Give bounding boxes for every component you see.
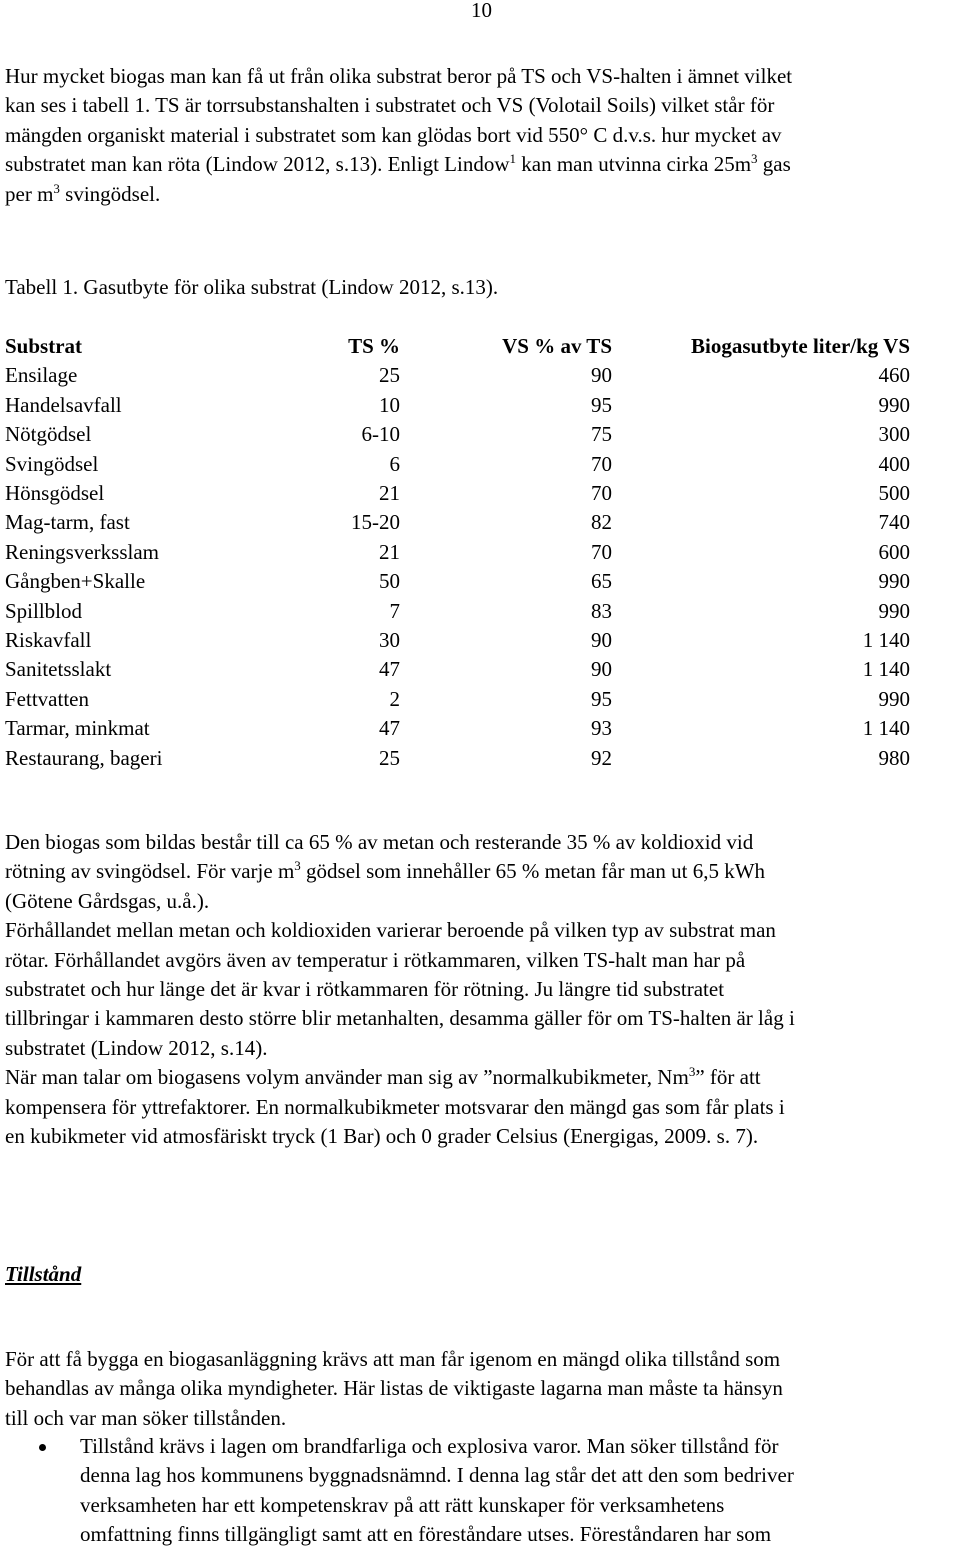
text-line: tillbringar i kammaren desto större blir metanhalten, desamma gäller för om TS-halten är låg i — [5, 1006, 795, 1031]
table-row — [5, 450, 910, 479]
cell-ts: 21 — [379, 481, 400, 506]
cell-substrate: Hönsgödsel — [5, 481, 105, 506]
text-line: omfattning finns tillgängligt samt att en föreståndare utses. Föreståndaren har som — [80, 1522, 772, 1547]
cell-ts: 47 — [379, 657, 400, 682]
cell-ts: 7 — [389, 598, 400, 623]
text-line — [5, 150, 957, 179]
text-line — [5, 1063, 957, 1092]
text-line — [5, 857, 957, 886]
text-line: mängden organiskt material i substratet som kan glödas bort vid 550° C d.v.s. hur mycket av — [5, 122, 782, 147]
table-row — [5, 391, 910, 420]
cell-substrate: Restaurang, bageri — [5, 745, 163, 770]
cell-substrate: Tarmar, minkmat — [5, 716, 150, 741]
gas-paragraph — [5, 828, 957, 1151]
text-line: till och var man söker tillstånden. — [5, 1405, 287, 1430]
table-row — [5, 714, 910, 743]
cell-ts: 47 — [379, 716, 400, 741]
cell-substrate: Nötgödsel — [5, 422, 92, 447]
text-line: en kubikmeter vid atmosfäriskt tryck (1 Bar) och 0 grader Celsius (Energigas, 2009. s. 7). — [5, 1124, 759, 1149]
text-span: gas — [762, 152, 791, 177]
permit-paragraph — [5, 1345, 957, 1433]
page-number: 10 — [471, 0, 492, 22]
cell-biogas-yield: 460 — [878, 363, 910, 388]
table-body — [5, 361, 910, 773]
cell-substrate: Reningsverksslam — [5, 539, 159, 564]
header-vs: VS % av TS — [502, 334, 612, 358]
text-line: verksamheten har ett kompetenskrav på att rätt kunskaper för verksamhetens — [80, 1492, 725, 1517]
cell-vs: 90 — [591, 363, 612, 388]
cell-vs: 82 — [591, 510, 612, 535]
text-span: svingödsel. — [65, 181, 161, 206]
table-row — [5, 479, 910, 508]
cell-ts: 21 — [379, 539, 400, 564]
cell-vs: 90 — [591, 657, 612, 682]
cell-biogas-yield: 980 — [878, 745, 910, 770]
cell-substrate: Sanitetsslakt — [5, 657, 112, 682]
cell-vs: 70 — [591, 481, 612, 506]
text-line: denna lag hos kommunens byggnadsnämnd. I denna lag står det att den som bedriver — [80, 1463, 794, 1488]
cell-biogas-yield: 1 140 — [862, 628, 910, 653]
cell-ts: 6-10 — [361, 422, 400, 447]
cell-ts: 6 — [389, 451, 400, 476]
text-line: kan ses i tabell 1. TS är torrsubstanshalten i substratet och VS (Volotail Soils) vilket står för — [5, 93, 775, 118]
table-row — [5, 626, 910, 655]
list-item — [0, 1432, 955, 1550]
text-line: Förhållandet mellan metan och koldioxiden varierar beroende på vilken typ av substrat man — [5, 918, 776, 943]
table-row — [5, 508, 910, 537]
text-line: Tillstånd krävs i lagen om brandfarliga och explosiva varor. Man söker tillstånd för — [80, 1434, 779, 1458]
cell-biogas-yield: 1 140 — [862, 716, 910, 741]
cell-vs: 65 — [591, 569, 612, 594]
text-line: kompensera för yttrefaktorer. En normalkubikmeter motsvarar den mängd gas som får plats i — [5, 1094, 785, 1119]
table-row — [5, 361, 910, 390]
text-span: kan man utvinna cirka 25m — [521, 152, 752, 177]
substrate-table — [5, 332, 910, 773]
table-row — [5, 420, 910, 449]
cell-biogas-yield: 990 — [878, 686, 910, 711]
header-ts: TS % — [348, 334, 400, 358]
cell-ts: 15-20 — [351, 510, 400, 535]
table-row — [5, 655, 910, 684]
superscript: 3 — [294, 858, 301, 874]
cell-substrate: Ensilage — [5, 363, 78, 388]
cell-biogas-yield: 990 — [878, 392, 910, 417]
cell-substrate: Svingödsel — [5, 451, 99, 476]
cell-vs: 90 — [591, 628, 612, 653]
table-row — [5, 538, 910, 567]
cell-ts: 50 — [379, 569, 400, 594]
cell-biogas-yield: 990 — [878, 569, 910, 594]
text-line: substratet (Lindow 2012, s.14). — [5, 1035, 268, 1060]
text-span: rötning av svingödsel. För varje m — [5, 859, 295, 884]
cell-ts: 25 — [379, 745, 400, 770]
cell-vs: 70 — [591, 451, 612, 476]
header-substrate: Substrat — [5, 334, 83, 358]
text-span: per m — [5, 181, 54, 206]
cell-substrate: Riskavfall — [5, 628, 92, 653]
cell-substrate: Handelsavfall — [5, 392, 122, 417]
section-heading: Tillstånd — [5, 1262, 82, 1286]
cell-vs: 93 — [591, 716, 612, 741]
cell-substrate: Spillblod — [5, 598, 83, 623]
text-span: substratet man kan röta (Lindow 2012, s.13). Enligt Lindow — [5, 152, 510, 177]
text-line — [5, 180, 957, 209]
cell-ts: 30 — [379, 628, 400, 653]
cell-vs: 83 — [591, 598, 612, 623]
superscript: 3 — [53, 180, 60, 196]
cell-substrate: Mag-tarm, fast — [5, 510, 130, 535]
table-header-row — [5, 332, 910, 361]
cell-vs: 95 — [591, 686, 612, 711]
text-line: Hur mycket biogas man kan få ut från olika substrat beror på TS och VS-halten i ämnet vilket — [5, 64, 793, 88]
header-biogas-yield: Biogasutbyte liter/kg VS — [691, 334, 910, 358]
intro-paragraph — [5, 62, 957, 209]
cell-ts: 10 — [379, 392, 400, 417]
cell-biogas-yield: 400 — [878, 451, 910, 476]
table-row — [5, 597, 910, 626]
cell-biogas-yield: 740 — [878, 510, 910, 535]
cell-vs: 92 — [591, 745, 612, 770]
cell-biogas-yield: 990 — [878, 598, 910, 623]
text-line: (Götene Gårdsgas, u.å.). — [5, 888, 210, 913]
text-line: För att få bygga en biogasanläggning krävs att man får igenom en mängd olika tillstånd som — [5, 1347, 781, 1371]
table-row — [5, 567, 910, 596]
bullet-icon — [39, 1444, 46, 1451]
cell-substrate: Gångben+Skalle — [5, 569, 146, 594]
text-line: Den biogas som bildas består till ca 65 % av metan och resterande 35 % av koldioxid vid — [5, 830, 754, 854]
text-span: När man talar om biogasens volym använder man sig av ”normalkubikmeter, Nm — [5, 1065, 689, 1090]
cell-ts: 2 — [389, 686, 400, 711]
cell-biogas-yield: 500 — [878, 481, 910, 506]
cell-biogas-yield: 1 140 — [862, 657, 910, 682]
table-row — [5, 685, 910, 714]
cell-vs: 70 — [591, 539, 612, 564]
text-line: substratet och hur länge det är kvar i rötkammaren för rötning. Ju längre tid substratet — [5, 977, 725, 1002]
cell-vs: 75 — [591, 422, 612, 447]
footnote-ref: 1 — [509, 151, 517, 167]
text-span: ” för att — [695, 1065, 761, 1090]
table-row — [5, 744, 910, 773]
cell-vs: 95 — [591, 392, 612, 417]
cell-biogas-yield: 600 — [878, 539, 910, 564]
table-caption: Tabell 1. Gasutbyte för olika substrat (Lindow 2012, s.13). — [5, 275, 499, 299]
cell-biogas-yield: 300 — [878, 422, 910, 447]
cell-ts: 25 — [379, 363, 400, 388]
cell-substrate: Fettvatten — [5, 686, 89, 711]
permit-list — [0, 1432, 955, 1550]
text-line: rötar. Förhållandet avgörs även av temperatur i rötkammaren, vilken TS-halt man har på — [5, 947, 746, 972]
superscript: 3 — [688, 1064, 696, 1080]
text-line: behandlas av många olika myndigheter. Här listas de viktigaste lagarna man måste ta hänsyn — [5, 1376, 783, 1401]
superscript: 3 — [751, 151, 758, 167]
text-span: gödsel som innehåller 65 % metan får man ut 6,5 kWh — [306, 859, 766, 884]
